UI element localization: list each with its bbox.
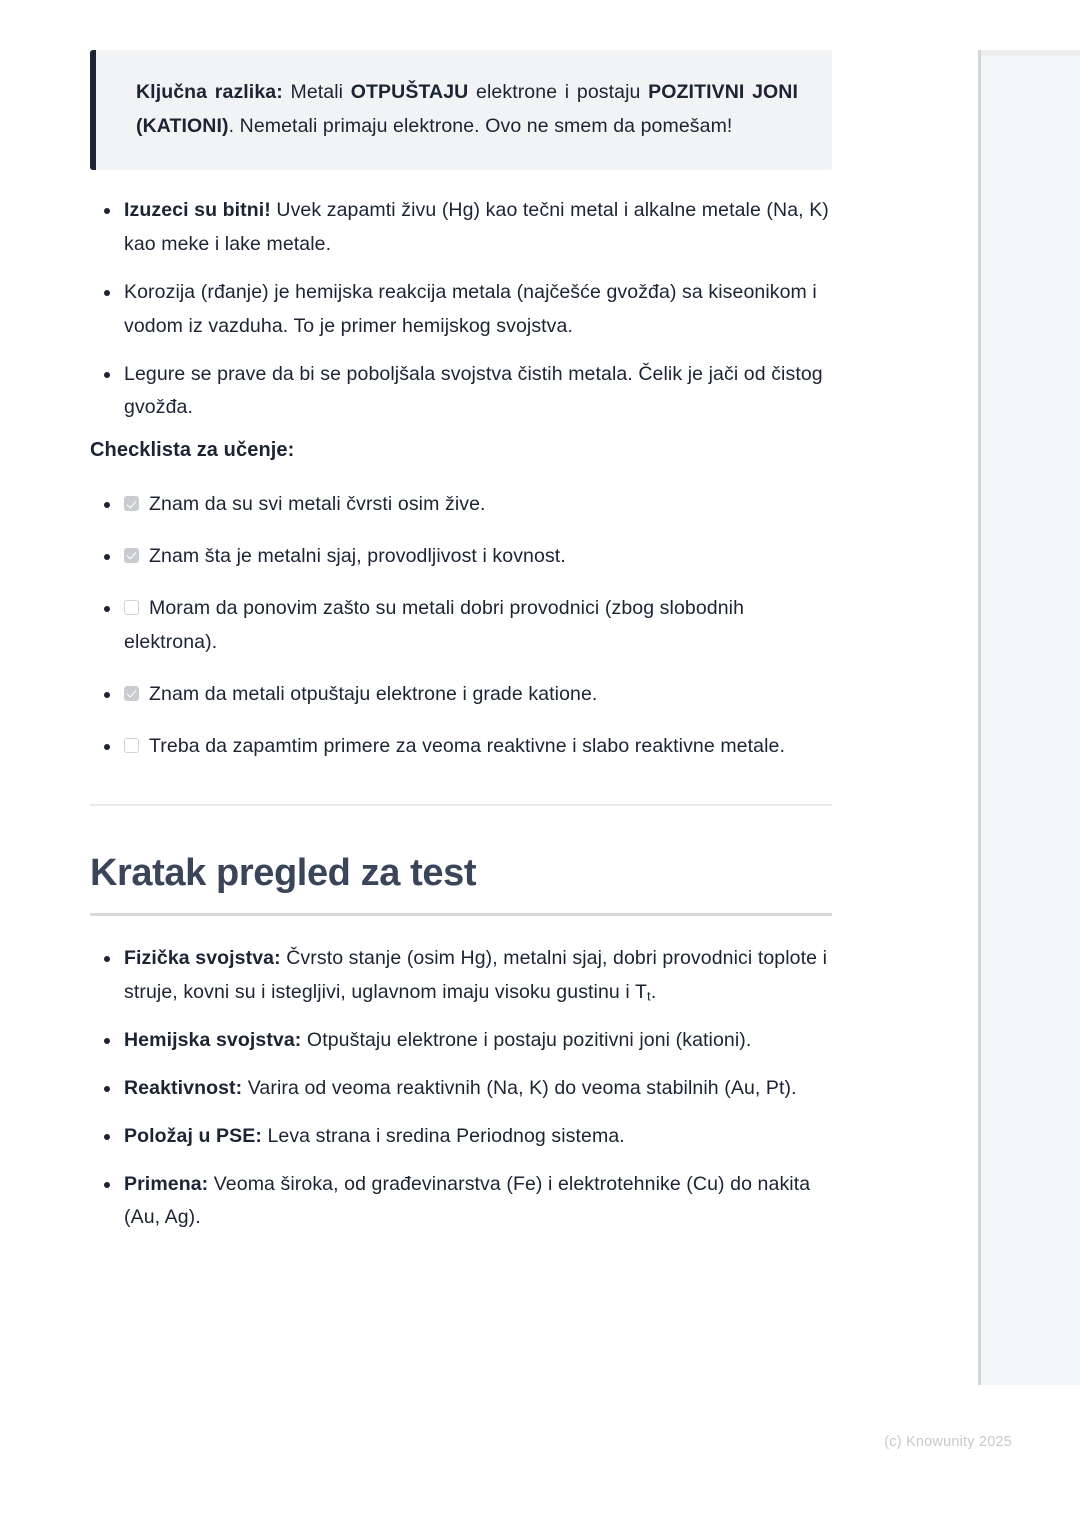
side-panel-top-edge — [981, 50, 1080, 56]
callout-text-3: . Nemetali primaju elektrone. Ovo ne smem da pomešam! — [228, 114, 733, 137]
list-item — [124, 1072, 840, 1106]
bullet-text: Varira od veoma reaktivnih (Na, K) do veoma stabilnih (Au, Pt). — [242, 1076, 797, 1099]
callout-paragraph — [136, 76, 798, 144]
checklist-item-label: Znam da su svi metali čvrsti osim žive. — [149, 493, 486, 516]
list-item — [124, 358, 840, 426]
study-checklist — [90, 488, 840, 764]
bullet-subscript: t — [647, 988, 651, 1004]
bullet-lead: Položaj u PSE: — [124, 1124, 262, 1147]
bullet-tail: . — [650, 980, 657, 1003]
callout-emphasis-2: POZITIVNI JONI (KATIONI) — [136, 81, 798, 137]
checklist-item-label: Moram da ponovim zašto su metali dobri provodnici (zbog slobodnih elektrona). — [124, 597, 745, 654]
bullet-text: Čvrsto stanje (osim Hg), metalni sjaj, dobri provodnici toplote i struje, kovni su i istegljivi, uglavnom imaju visoku gustinu i T — [124, 946, 828, 1003]
checklist-item-label: Treba da zapamtim primere za veoma reaktivne i slabo reaktivne metale. — [149, 734, 785, 757]
bullet-lead: Izuzeci su bitni! — [124, 198, 271, 221]
list-item — [124, 1024, 840, 1058]
title-underline-rule — [90, 913, 832, 916]
callout-text-1: Metali — [282, 81, 351, 103]
checklist-heading: Checklista za učenje: — [90, 439, 295, 462]
callout-text-2: elektrone i postaju — [468, 81, 649, 103]
list-item — [124, 942, 840, 1010]
checkbox-unchecked-icon[interactable] — [124, 600, 139, 615]
checkbox-checked-icon[interactable] — [124, 686, 139, 701]
section-divider — [90, 804, 832, 806]
bullet-text: Leva strana i sredina Periodnog sistema. — [261, 1124, 625, 1147]
page-side-panel — [978, 50, 1080, 1385]
list-item — [124, 730, 840, 764]
intro-bullet-list — [90, 194, 840, 426]
list-item — [124, 1120, 840, 1154]
callout-emphasis-1: OTPUŠTAJU — [350, 81, 469, 103]
list-item — [124, 678, 840, 712]
callout-label: Ključna razlika: — [136, 81, 283, 103]
bullet-lead: Primena: — [124, 1172, 209, 1195]
checkbox-checked-icon[interactable] — [124, 496, 139, 511]
checklist-item-label: Znam šta je metalni sjaj, provodljivost i kovnost. — [149, 545, 566, 568]
bullet-lead: Hemijska svojstva: — [124, 1028, 302, 1051]
review-section-title: Kratak pregled za test — [90, 851, 477, 894]
bullet-text: Otpuštaju elektrone i postaju pozitivni joni (kationi). — [301, 1028, 752, 1051]
list-item — [124, 540, 840, 574]
bullet-lead: Reaktivnost: — [124, 1076, 243, 1099]
checklist-item-label: Znam da metali otpuštaju elektrone i grade katione. — [149, 683, 598, 706]
checkbox-unchecked-icon[interactable] — [124, 738, 139, 753]
bullet-text: Uvek zapamti živu (Hg) kao tečni metal i alkalne metale (Na, K) kao meke i lake metale. — [124, 198, 829, 255]
bullet-text: Legure se prave da bi se poboljšala svojstva čistih metala. Čelik je jači od čistog gvožđa. — [124, 362, 823, 419]
list-item — [124, 276, 840, 344]
list-item — [124, 1168, 840, 1236]
footer-copyright: (c) Knowunity 2025 — [884, 1434, 1012, 1450]
bullet-text: Veoma široka, od građevinarstva (Fe) i elektrotehnike (Cu) do nakita (Au, Ag). — [124, 1172, 811, 1229]
list-item — [124, 592, 840, 660]
key-difference-callout — [90, 50, 832, 170]
bullet-lead: Fizička svojstva: — [124, 946, 281, 969]
bullet-text: Korozija (rđanje) je hemijska reakcija metala (najčešće gvožđa) sa kiseonikom i vodom iz vazduha. To je primer hemijskog svojstva. — [124, 280, 817, 337]
list-item — [124, 194, 840, 262]
list-item — [124, 488, 840, 522]
review-bullet-list — [90, 942, 840, 1235]
checkbox-checked-icon[interactable] — [124, 548, 139, 563]
